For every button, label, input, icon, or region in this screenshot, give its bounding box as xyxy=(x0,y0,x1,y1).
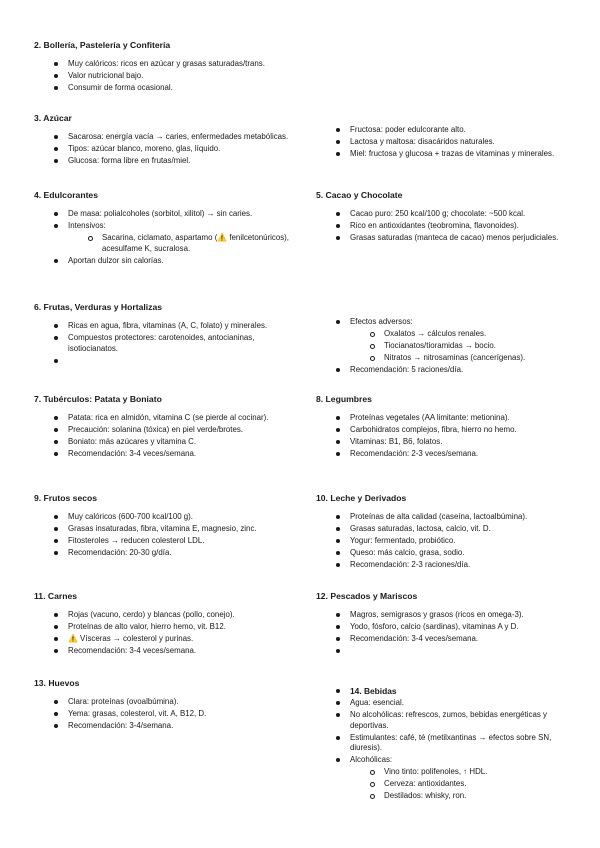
list-item: Agua: esencial. xyxy=(316,698,576,709)
section-heading: 5. Cacao y Chocolate xyxy=(316,190,403,200)
list-item: Patata: rica en almidón, vitamina C (se pierde al cocinar). xyxy=(34,413,294,424)
list-item: Grasas saturadas, lactosa, calcio, vit. D. xyxy=(316,524,576,535)
sub-list-item: Cerveza: antioxidantes. xyxy=(316,779,576,790)
list-item: Cacao puro: 250 kcal/100 g; chocolate: ~500 kcal. xyxy=(316,209,576,220)
list-item: Compuestos protectores: carotenoides, antocianinas, isotiocianatos. xyxy=(34,333,294,354)
section-heading: 10. Leche y Derivados xyxy=(316,493,407,503)
sub-list-item: Tiocianatos/tioramidas → bocio. xyxy=(316,341,576,352)
list-item: Estimulantes: café, té (metilxantinas → efectos sobre SN, diuresis). xyxy=(316,733,576,754)
list-item: Proteínas vegetales (AA limitante: metionina). xyxy=(316,413,576,424)
list-item: Alcohólicas: xyxy=(316,755,576,766)
section-huevos xyxy=(34,678,294,733)
list-item: Tipos: azúcar blanco, moreno, glas, líquido. xyxy=(34,144,294,155)
list-item: Recomendación: 2-3 raciones/día. xyxy=(316,560,576,571)
sub-list-item: Sacarina, ciclamato, aspartamo (⚠️ fenilcetonúricos), acesulfame K, sucralosa. xyxy=(34,233,294,254)
list-item: Recomendación: 3-4 veces/semana. xyxy=(34,449,294,460)
section-frutas xyxy=(34,302,294,366)
list-item: Miel: fructosa y glucosa + trazas de vitaminas y minerales. xyxy=(316,149,576,160)
list-item: Valor nutricional bajo. xyxy=(34,71,294,82)
section-heading: 13. Huevos xyxy=(34,678,80,688)
list-item: Recomendación: 5 raciones/día. xyxy=(316,365,576,376)
section-heading: 9. Frutos secos xyxy=(34,493,98,503)
section-frutos-secos xyxy=(34,493,294,560)
section-heading: 12. Pescados y Mariscos xyxy=(316,591,418,601)
section-heading: 6. Frutas, Verduras y Hortalizas xyxy=(34,302,163,312)
list-item: De masa: polialcoholes (sorbitol, xilitol) → sin caries. xyxy=(34,209,294,220)
list-item: Recomendación: 3-4 veces/semana. xyxy=(316,634,576,645)
empty-list-item xyxy=(34,356,294,365)
section-heading: 2. Bollería, Pastelería y Confitería xyxy=(34,40,171,50)
section-heading: 11. Carnes xyxy=(34,591,77,601)
list-item: Precaución: solanina (tóxica) en piel verde/brotes. xyxy=(34,425,294,436)
list-item: Efectos adversos: xyxy=(316,317,576,328)
section-heading: 14. Bebidas xyxy=(316,686,576,697)
section-carnes xyxy=(34,591,294,658)
list-item: Proteínas de alta calidad (caseína, lactoalbúmina). xyxy=(316,512,576,523)
sub-list-item: Destilados: whisky, ron. xyxy=(316,791,576,802)
list-item: Yogur: fermentado, probiótico. xyxy=(316,536,576,547)
list-item: Consumir de forma ocasional. xyxy=(34,83,294,94)
list-item: Boniato: más azúcares y vitamina C. xyxy=(34,437,294,448)
section-pescados xyxy=(316,591,576,657)
list-item: ⚠️ Vísceras → colesterol y purinas. xyxy=(34,634,294,645)
list-item: Clara: proteínas (ovoalbúmina). xyxy=(34,697,294,708)
section-bebidas xyxy=(316,686,576,803)
list-item: Aportan dulzor sin calorías. xyxy=(34,256,294,267)
list-item: Yodo, fósforo, calcio (sardinas), vitaminas A y D. xyxy=(316,622,576,633)
section-heading: 8. Legumbres xyxy=(316,394,372,404)
section-edulcorantes xyxy=(34,190,294,268)
section-bolleria xyxy=(34,40,294,95)
list-item: Yema: grasas, colesterol, vit. A, B12, D. xyxy=(34,709,294,720)
list-item: Rojas (vacuno, cerdo) y blancas (pollo, conejo). xyxy=(34,610,294,621)
list-item: Lactosa y maltosa: disacáridos naturales. xyxy=(316,137,576,148)
list-item: Ricas en agua, fibra, vitaminas (A, C, folato) y minerales. xyxy=(34,321,294,332)
list-item: Magros, semigrasos y grasos (ricos en omega-3). xyxy=(316,610,576,621)
list-item: No alcohólicas: refrescos, zumos, bebidas energéticas y deportivas. xyxy=(316,710,576,731)
list-item: Carbohidratos complejos, fibra, hierro no hemo. xyxy=(316,425,576,436)
list-item: Muy calóricos: ricos en azúcar y grasas saturadas/trans. xyxy=(34,59,294,70)
sub-list-item: Vino tinto: polifenoles, ↑ HDL. xyxy=(316,767,576,778)
section-frutas-continued xyxy=(316,317,576,377)
list-item: Recomendación: 2-3 veces/semana. xyxy=(316,449,576,460)
section-azucar-continued xyxy=(316,125,576,161)
list-item: Glucosa: forma libre en frutas/miel. xyxy=(34,156,294,167)
section-legumbres xyxy=(316,394,576,461)
section-heading: 7. Tubérculos: Patata y Boniato xyxy=(34,394,162,404)
section-heading: 3. Azúcar xyxy=(34,113,72,123)
section-azucar xyxy=(34,113,294,168)
sub-list-item: Oxalatos → cálculos renales. xyxy=(316,329,576,340)
list-item: Recomendación: 3-4/semana. xyxy=(34,721,294,732)
list-item: Rico en antioxidantes (teobromina, flavonoides). xyxy=(316,221,576,232)
list-item: Sacarosa: energía vacía → caries, enfermedades metabólicas. xyxy=(34,132,294,143)
list-item: Grasas saturadas (manteca de cacao) menos perjudiciales. xyxy=(316,233,576,244)
section-leche xyxy=(316,493,576,572)
list-item: Intensivos: xyxy=(34,221,294,232)
section-tuberculos xyxy=(34,394,294,461)
sub-list-item: Nitratos → nitrosaminas (cancerígenas). xyxy=(316,353,576,364)
section-heading: 4. Edulcorantes xyxy=(34,190,98,200)
section-cacao xyxy=(316,190,576,245)
list-item: Grasas insaturadas, fibra, vitamina E, magnesio, zinc. xyxy=(34,524,294,535)
list-item: Recomendación: 3-4 veces/semana. xyxy=(34,646,294,657)
list-item: Muy calóricos (600-700 kcal/100 g). xyxy=(34,512,294,523)
empty-list-item xyxy=(316,646,576,655)
list-item: Fitosteroles → reducen colesterol LDL. xyxy=(34,536,294,547)
list-item: Queso: más calcio, grasa, sodio. xyxy=(316,548,576,559)
list-item: Fructosa: poder edulcorante alto. xyxy=(316,125,576,136)
list-item: Recomendación: 20-30 g/día. xyxy=(34,548,294,559)
list-item: Vitaminas: B1, B6, folatos. xyxy=(316,437,576,448)
list-item: Proteínas de alto valor, hierro hemo, vit. B12. xyxy=(34,622,294,633)
